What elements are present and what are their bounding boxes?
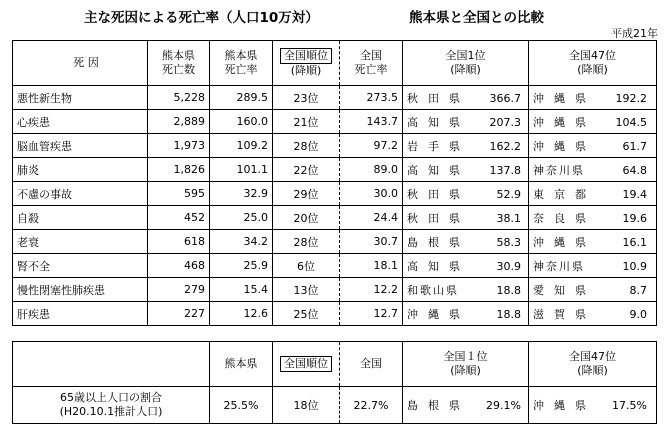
header-kumamoto-deaths: 熊本県 死亡数 <box>148 41 210 86</box>
rank-cell: 25位 <box>273 302 340 326</box>
rate-cell: 109.2 <box>210 134 273 158</box>
national-rate-cell: 12.7 <box>340 302 403 326</box>
first-pref: 和歌山県 <box>407 283 459 297</box>
cause-cell: 心疾患 <box>13 110 148 134</box>
first-cell <box>403 230 529 254</box>
cause-cell: 不慮の事故 <box>13 182 148 206</box>
last-pref: 滋賀県 <box>533 307 596 321</box>
table-row <box>13 302 657 326</box>
first-value: 162.2 <box>489 139 521 153</box>
aging-header-row <box>13 342 657 387</box>
cause-cell: 肝疾患 <box>13 302 148 326</box>
deaths-cell: 1,826 <box>148 158 210 182</box>
header-cause: 死 因 <box>13 41 148 86</box>
rate-cell: 32.9 <box>210 182 273 206</box>
first-value: 38.1 <box>496 211 521 225</box>
cause-cell: 脳血管疾患 <box>13 134 148 158</box>
deaths-cell: 618 <box>148 230 210 254</box>
first-value: 30.9 <box>496 259 521 273</box>
first-cell <box>403 302 529 326</box>
rate-cell: 34.2 <box>210 230 273 254</box>
aging-data-row <box>13 387 657 424</box>
first-value: 137.8 <box>489 163 521 177</box>
rate-cell: 25.0 <box>210 206 273 230</box>
table-header-row <box>13 41 657 86</box>
deaths-cell: 5,228 <box>148 86 210 110</box>
last-cell <box>529 206 657 230</box>
first-pref: 島根県 <box>407 235 470 249</box>
header-national-rank: 全国順位 (降順) <box>273 41 340 86</box>
rate-cell: 160.0 <box>210 110 273 134</box>
deaths-cell: 595 <box>148 182 210 206</box>
first-pref: 秋田県 <box>407 91 470 105</box>
cause-cell: 自殺 <box>13 206 148 230</box>
first-value: 18.8 <box>496 307 521 321</box>
last-cell <box>529 278 657 302</box>
last-value: 9.0 <box>629 307 647 321</box>
first-pref: 高知県 <box>407 163 470 177</box>
national-rate-cell: 97.2 <box>340 134 403 158</box>
last-value: 64.8 <box>622 163 647 177</box>
aging-last-value: 17.5% <box>612 399 647 412</box>
national-rate-cell: 12.2 <box>340 278 403 302</box>
last-pref: 神奈川県 <box>533 259 585 273</box>
table-row <box>13 254 657 278</box>
last-value: 61.7 <box>622 139 647 153</box>
first-cell <box>403 134 529 158</box>
first-value: 366.7 <box>489 91 521 105</box>
aging-header-kumamoto: 熊本県 <box>210 342 273 387</box>
national-rate-cell: 24.4 <box>340 206 403 230</box>
table-row <box>13 278 657 302</box>
aging-header-first: 全国１位 (降順) <box>403 342 529 387</box>
aging-header-national: 全国 <box>340 342 403 387</box>
aging-row-label: 65歳以上人口の割合 (H20.10.1推計人口) <box>13 387 210 424</box>
rate-cell: 289.5 <box>210 86 273 110</box>
cause-cell: 慢性閉塞性肺疾患 <box>13 278 148 302</box>
last-value: 16.1 <box>622 235 647 249</box>
cause-cell: 腎不全 <box>13 254 148 278</box>
first-cell <box>403 110 529 134</box>
last-pref: 神奈川県 <box>533 163 585 177</box>
first-cell <box>403 206 529 230</box>
aging-last-cell <box>529 387 657 424</box>
table-row <box>13 230 657 254</box>
last-cell <box>529 254 657 278</box>
first-value: 58.3 <box>496 235 521 249</box>
first-pref: 秋田県 <box>407 187 470 201</box>
last-cell <box>529 302 657 326</box>
last-pref: 東京都 <box>533 187 596 201</box>
rate-cell: 25.9 <box>210 254 273 278</box>
last-cell <box>529 134 657 158</box>
cause-cell: 老衰 <box>13 230 148 254</box>
page-title: 主な死因による死亡率（人口10万対） <box>84 10 319 26</box>
table-row <box>13 86 657 110</box>
last-pref: 沖縄県 <box>533 139 596 153</box>
last-pref: 愛知県 <box>533 283 596 297</box>
aging-last-pref: 沖縄県 <box>533 399 596 412</box>
last-cell <box>529 182 657 206</box>
rank-cell: 22位 <box>273 158 340 182</box>
first-pref: 秋田県 <box>407 211 470 225</box>
first-pref: 高知県 <box>407 115 470 129</box>
rank-cell: 28位 <box>273 230 340 254</box>
header-national-rate: 全国 死亡率 <box>340 41 403 86</box>
aging-first-value: 29.1% <box>486 399 521 412</box>
last-value: 192.2 <box>615 91 647 105</box>
aging-first-cell <box>403 387 529 424</box>
first-value: 207.3 <box>489 115 521 129</box>
deaths-cell: 227 <box>148 302 210 326</box>
last-cell <box>529 110 657 134</box>
deaths-cell: 279 <box>148 278 210 302</box>
rate-cell: 15.4 <box>210 278 273 302</box>
first-pref: 沖縄県 <box>407 307 470 321</box>
first-cell <box>403 254 529 278</box>
rank-cell: 21位 <box>273 110 340 134</box>
last-value: 10.9 <box>622 259 647 273</box>
table-row <box>13 182 657 206</box>
first-cell <box>403 182 529 206</box>
rate-cell: 101.1 <box>210 158 273 182</box>
header-kumamoto-rate: 熊本県 死亡率 <box>210 41 273 86</box>
rank-cell: 29位 <box>273 182 340 206</box>
last-pref: 沖縄県 <box>533 115 596 129</box>
aging-header-rank: 全国順位 <box>273 342 340 387</box>
last-value: 19.4 <box>622 187 647 201</box>
national-rate-cell: 89.0 <box>340 158 403 182</box>
aging-kumamoto-value: 25.5% <box>210 387 273 424</box>
last-pref: 奈良県 <box>533 211 596 225</box>
first-cell <box>403 278 529 302</box>
header-national-first: 全国1位 (降順) <box>403 41 529 86</box>
table-row <box>13 110 657 134</box>
rank-cell: 20位 <box>273 206 340 230</box>
era-label: 平成21年 <box>611 27 658 40</box>
header-national-47th: 全国47位 (降順) <box>529 41 657 86</box>
aging-table <box>12 341 657 424</box>
first-pref: 岩手県 <box>407 139 470 153</box>
national-rate-cell: 30.7 <box>340 230 403 254</box>
national-rate-cell: 30.0 <box>340 182 403 206</box>
last-cell <box>529 230 657 254</box>
rank-cell: 13位 <box>273 278 340 302</box>
cause-cell: 悪性新生物 <box>13 86 148 110</box>
table-row <box>13 206 657 230</box>
last-value: 19.6 <box>622 211 647 225</box>
last-pref: 沖縄県 <box>533 235 596 249</box>
national-rate-cell: 273.5 <box>340 86 403 110</box>
first-cell <box>403 86 529 110</box>
aging-header-blank <box>13 342 210 387</box>
national-rate-cell: 18.1 <box>340 254 403 278</box>
aging-first-pref: 島根県 <box>407 399 470 412</box>
last-pref: 沖縄県 <box>533 91 596 105</box>
last-cell <box>529 86 657 110</box>
rank-cell: 28位 <box>273 134 340 158</box>
deaths-cell: 2,889 <box>148 110 210 134</box>
table-row <box>13 158 657 182</box>
aging-header-last: 全国47位 (降順) <box>529 342 657 387</box>
deaths-cell: 468 <box>148 254 210 278</box>
first-value: 18.8 <box>496 283 521 297</box>
last-cell <box>529 158 657 182</box>
aging-national-value: 22.7% <box>340 387 403 424</box>
mortality-table <box>12 40 657 326</box>
last-value: 104.5 <box>615 115 647 129</box>
rate-cell: 12.6 <box>210 302 273 326</box>
page-subtitle: 熊本県と全国との比較 <box>409 10 544 26</box>
aging-rank-value: 18位 <box>273 387 340 424</box>
deaths-cell: 1,973 <box>148 134 210 158</box>
last-value: 8.7 <box>629 283 647 297</box>
cause-cell: 肺炎 <box>13 158 148 182</box>
rank-cell: 23位 <box>273 86 340 110</box>
table-row <box>13 134 657 158</box>
first-value: 52.9 <box>496 187 521 201</box>
national-rate-cell: 143.7 <box>340 110 403 134</box>
rank-cell: 6位 <box>273 254 340 278</box>
first-cell <box>403 158 529 182</box>
deaths-cell: 452 <box>148 206 210 230</box>
first-pref: 高知県 <box>407 259 470 273</box>
